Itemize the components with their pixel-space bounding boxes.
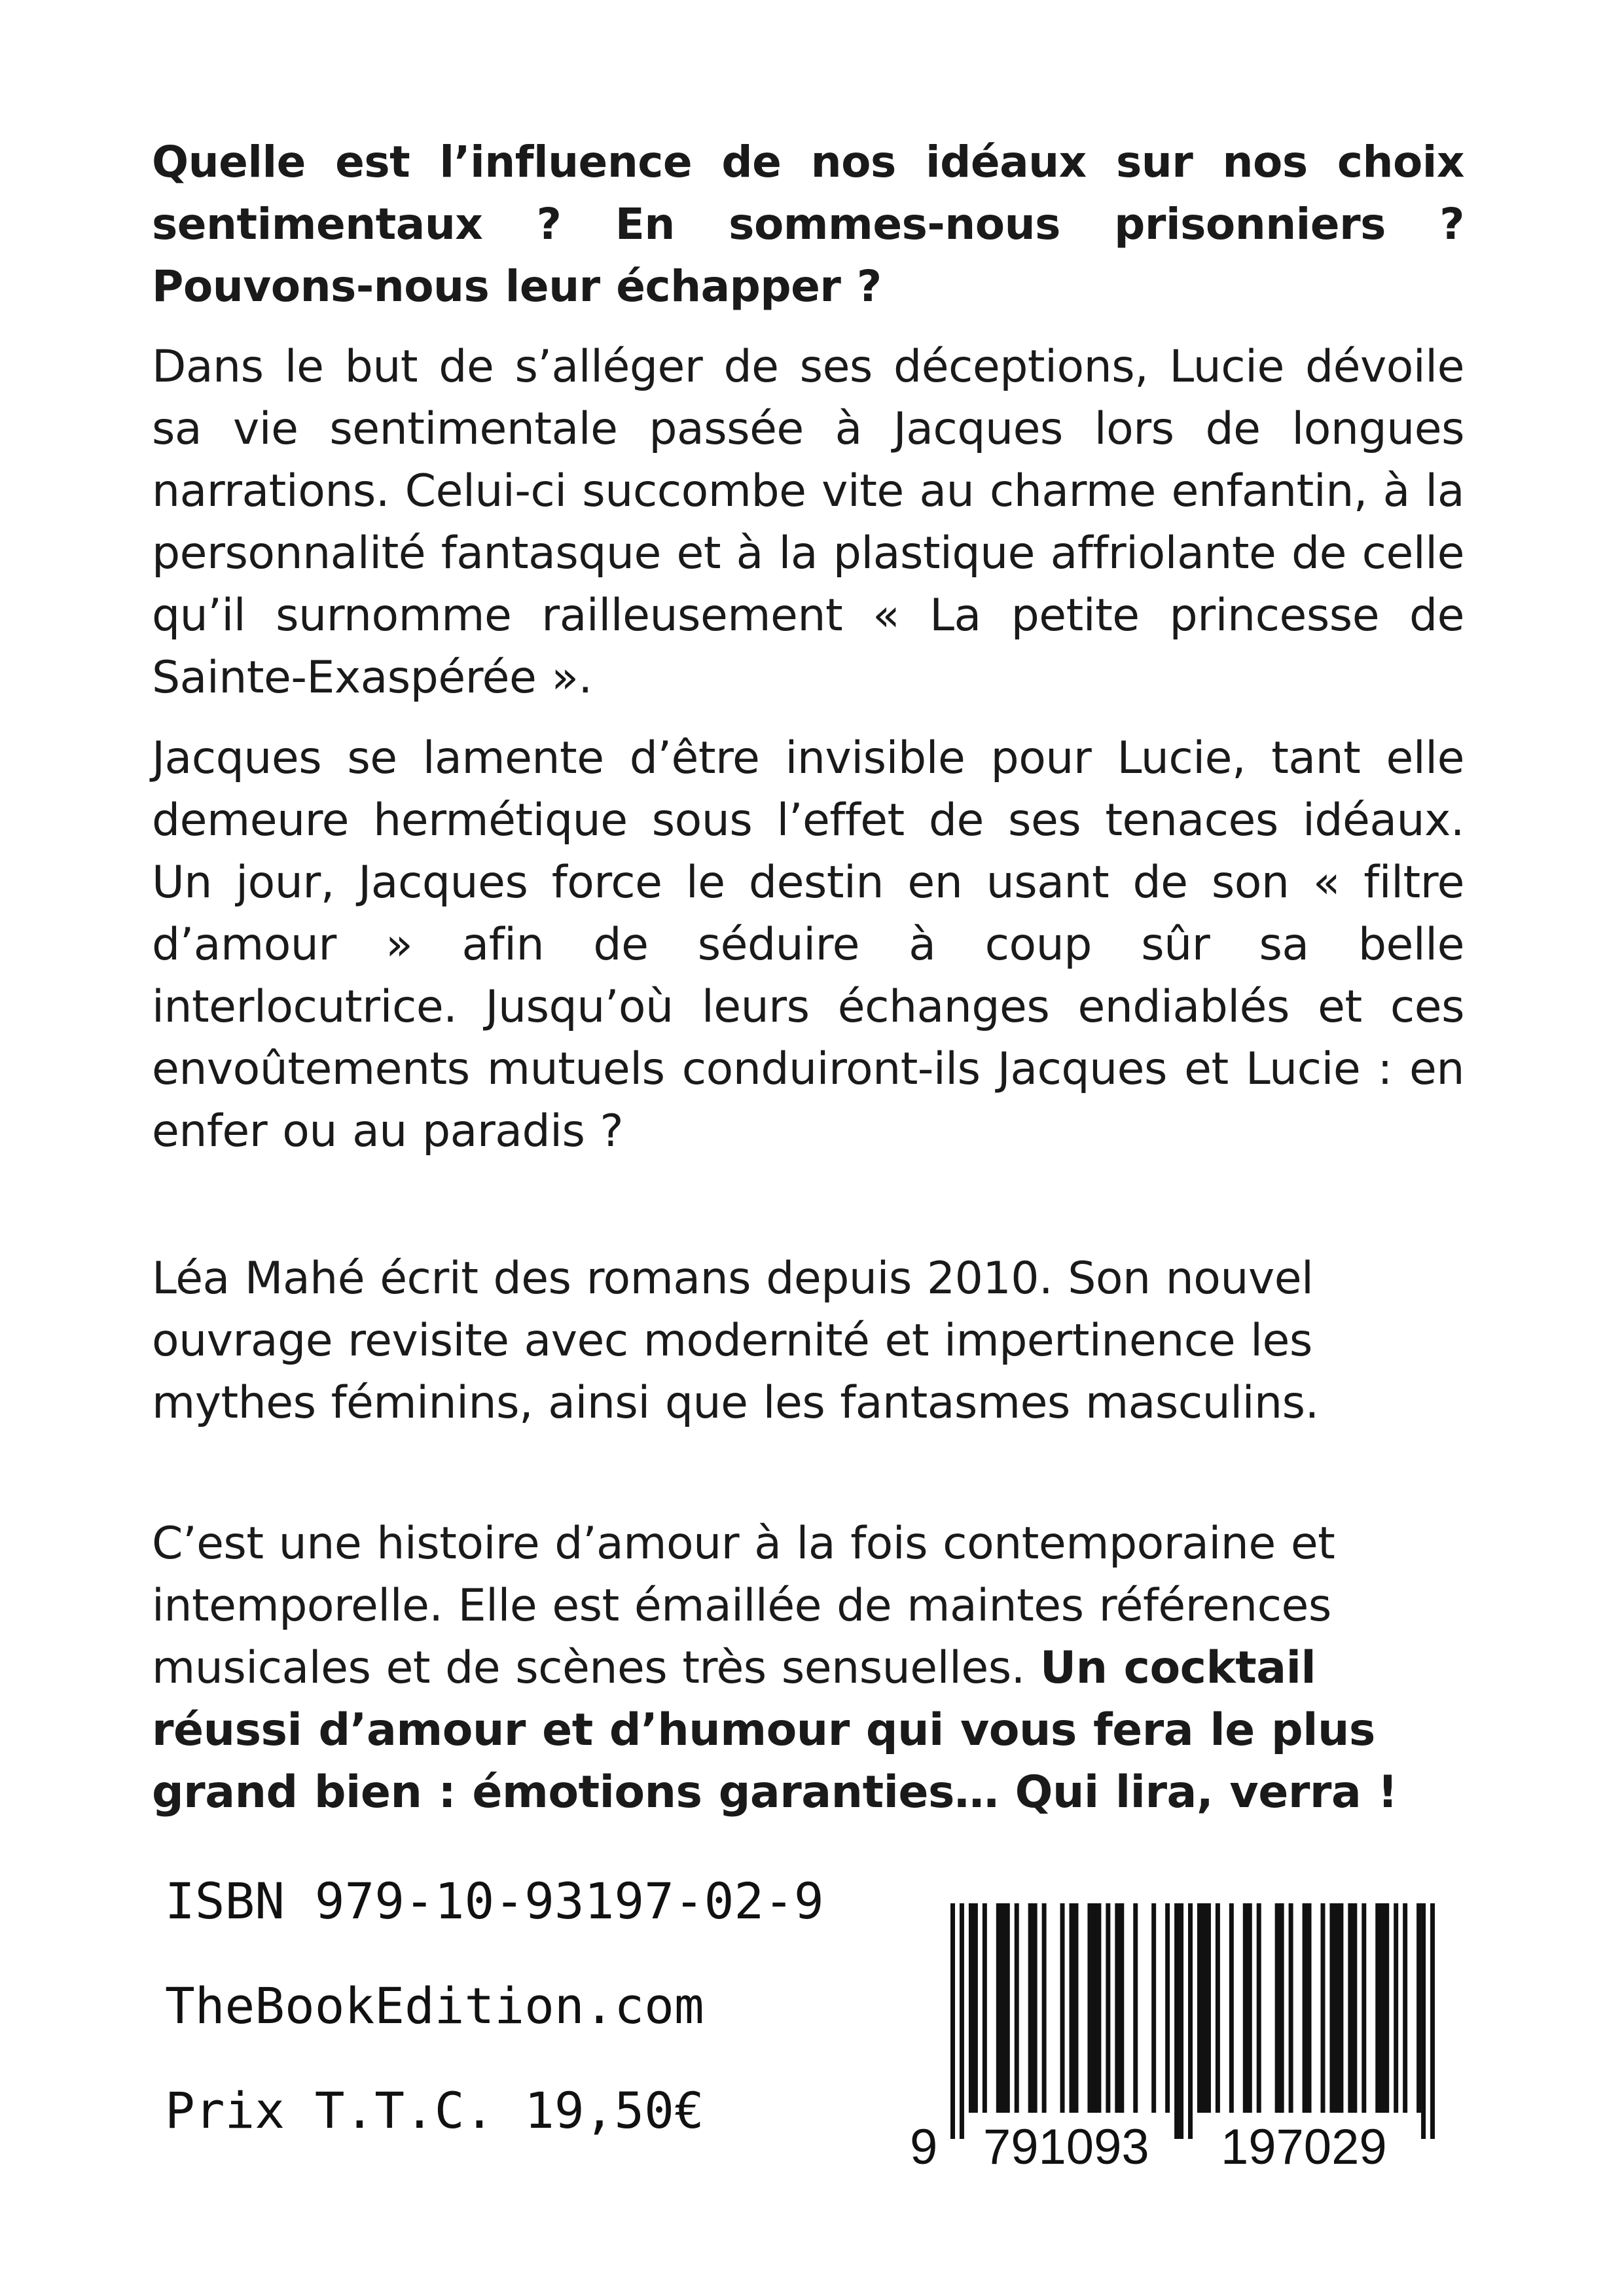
closing-bold-text: Un cocktail réussi d’amour et d’humour qui vous fera le plus grand bien : émotions garanties… Qui lira, verra ! <box>152 1642 1398 1818</box>
barcode-bar <box>1403 1903 1407 2113</box>
author-paragraph: Léa Mahé écrit des romans depuis 2010. Son nouvel ouvrage revisite avec modernité et impertinence les mythes féminins, ainsi que les fantasmes masculins. <box>152 1253 1319 1429</box>
barcode-bar <box>1060 1903 1065 2113</box>
barcode-bar <box>1303 1903 1312 2113</box>
barcode-bar <box>1042 1903 1047 2113</box>
barcode-bar <box>1165 1903 1170 2113</box>
intro-question: Quelle est l’influence de nos idéaux sur nos choix sentimentaux ? En sommes-nous prisonniers ? Pouvons-nous leur échapper ? <box>152 137 1464 312</box>
barcode-bar <box>1229 1903 1234 2113</box>
barcode-bar <box>1416 1903 1421 2113</box>
barcode-bar <box>1087 1903 1101 2113</box>
barcode-bar <box>1197 1903 1211 2113</box>
barcode-bar <box>960 1903 964 2139</box>
back-cover-text <box>152 131 1464 1823</box>
barcode-bar <box>1188 1903 1193 2139</box>
synopsis-paragraph-2: Jacques se lamente d’être invisible pour Lucie, tant elle demeure hermétique sous l’effet de ses tenaces idéaux. Un jour, Jacques force le destin en usant de son « filtre d’amour » afin de séduire à coup sûr sa belle interlocutrice. Jusqu’où leurs échanges endiablés et ces envoûtements mutuels conduiront-ils Jacques et Lucie : en enfer ou au paradis ? <box>152 732 1464 1157</box>
synopsis-paragraph-1: Dans le but de s’alléger de ses déceptions, Lucie dévoile sa vie sentimentale passée à Jacques lors de longues narrations. Celui-ci succombe vite au charme enfantin, à la personnalité fantasque et à la plastique affriolante de celle qu’il surnomme railleusement « La petite princesse de Sainte-Exaspérée ». <box>152 341 1464 704</box>
barcode-group-right: 197029 <box>1221 2119 1387 2172</box>
barcode-bar <box>969 1903 978 2113</box>
barcode-bar <box>1106 1903 1110 2113</box>
barcode-bar <box>1216 1903 1220 2113</box>
barcode-bar <box>1070 1903 1079 2113</box>
barcode-bar <box>1289 1903 1293 2113</box>
barcode-bar <box>1375 1903 1389 2113</box>
publisher-text: TheBookEdition.com <box>165 1977 704 2035</box>
barcode-group-left: 791093 <box>983 2119 1149 2172</box>
barcode-bar <box>1430 1903 1435 2139</box>
barcode-digit-first: 9 <box>910 2119 938 2172</box>
barcode-bar <box>1329 1903 1343 2113</box>
barcode-bars <box>950 1903 1435 2139</box>
barcode-bar <box>1174 1903 1183 2139</box>
barcode-bar <box>950 1903 955 2139</box>
barcode-bar <box>1243 1903 1252 2113</box>
barcode-bar <box>1362 1903 1366 2113</box>
barcode-bar <box>1028 1903 1038 2113</box>
barcode-bar <box>1394 1903 1398 2113</box>
barcode-bar <box>1421 1903 1426 2139</box>
barcode-bar <box>1320 1903 1325 2113</box>
barcode-bar <box>996 1903 1010 2113</box>
barcode-bar <box>1275 1903 1284 2113</box>
barcode <box>910 1903 1447 2172</box>
barcode-bar <box>1151 1903 1156 2113</box>
barcode-bar <box>1133 1903 1138 2113</box>
barcode-bar <box>1257 1903 1261 2113</box>
price-text: Prix T.T.C. 19,50€ <box>165 2081 704 2140</box>
closing-paragraph <box>152 1513 1464 1823</box>
barcode-bar <box>983 1903 987 2113</box>
isbn-text: ISBN 979-10-93197-02-9 <box>165 1872 824 1930</box>
barcode-bar <box>1115 1903 1124 2113</box>
closing-regular-text: C’est une histoire d’amour à la fois contemporaine et intemporelle. Elle est émaillée de maintes références musicales et de scènes très sensuelles. <box>152 1518 1335 1694</box>
barcode-bar <box>1348 1903 1357 2113</box>
barcode-bar <box>1015 1903 1019 2113</box>
